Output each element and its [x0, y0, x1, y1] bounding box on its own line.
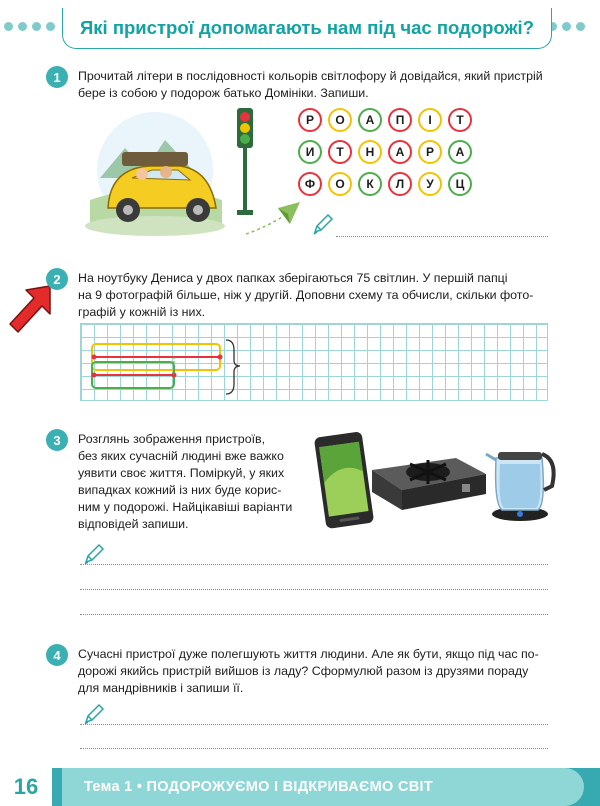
task-4-text: [78, 646, 548, 697]
letter-circle: І: [418, 108, 442, 132]
letter-circle: У: [418, 172, 442, 196]
letter-circle: Л: [388, 172, 412, 196]
task-2-line-3: графій у кожній із них.: [78, 305, 206, 319]
letter-circle: Т: [448, 108, 472, 132]
task-3-line-5: ним у подорожі. Найцікавіші варіанти: [78, 500, 293, 514]
decor-dots-right: [548, 18, 590, 32]
letter-row: [298, 140, 478, 164]
page-title-text: Які пристрої допомагають нам під час подорожі?: [79, 17, 535, 38]
task-number-2: 2: [46, 268, 68, 290]
answer-line[interactable]: [80, 748, 548, 749]
task-4-line-2: дорожі якийсь пристрій вийшов із ладу? Сформулюй разом із друзями пораду: [78, 664, 529, 678]
task-2-line-1: На ноутбуку Дениса у двох папках зберігаються 75 світлин. У першій папці: [78, 271, 508, 285]
letter-row: [298, 108, 478, 132]
footer-theme-tab: [62, 768, 584, 806]
task-1-text: [78, 68, 548, 102]
letter-circle: И: [298, 140, 322, 164]
page-number: 16: [0, 768, 56, 806]
letter-circle: Р: [298, 108, 322, 132]
letter-circle: Ф: [298, 172, 322, 196]
page-title: [62, 8, 552, 49]
pencil-icon: [82, 542, 106, 566]
task-3-text: [78, 431, 304, 533]
segment-scheme: [88, 336, 248, 396]
letter-row: [298, 172, 478, 196]
task-number-4: 4: [46, 644, 68, 666]
pencil-icon: [82, 702, 106, 726]
letter-circle: А: [448, 140, 472, 164]
letter-circle: А: [358, 108, 382, 132]
camping-stove-illustration: [366, 440, 490, 512]
letter-circle: Ц: [448, 172, 472, 196]
letter-circle: О: [328, 108, 352, 132]
traffic-light-letters: [298, 108, 478, 204]
task-1-line-1: Прочитай літери в послідовності кольорів світлофору й довідайся, який пристрій: [78, 69, 543, 83]
electric-kettle-illustration: [482, 424, 558, 522]
paper-plane-icon: [244, 198, 302, 236]
task-3-line-2: без яких сучасній людині вже важко: [78, 449, 284, 463]
answer-line[interactable]: [80, 614, 548, 615]
travel-car-illustration: [80, 108, 230, 238]
decor-dots-left: [4, 18, 60, 32]
letter-circle: А: [388, 140, 412, 164]
letter-circle: Н: [358, 140, 382, 164]
answer-line[interactable]: [336, 236, 548, 237]
page-footer: [0, 768, 600, 806]
pencil-icon: [311, 212, 335, 236]
task-3-line-3: уявити своє життя. Поміркуй, у яких: [78, 466, 285, 480]
red-arrow-icon: [6, 284, 56, 342]
letter-circle: Т: [328, 140, 352, 164]
task-3-line-6: відповідей запиши.: [78, 517, 189, 531]
task-number-3: 3: [46, 429, 68, 451]
letter-circle: О: [328, 172, 352, 196]
letter-circle: Р: [418, 140, 442, 164]
task-4-line-1: Сучасні пристрої дуже полегшують життя людини. Але як бути, якщо під час по-: [78, 647, 539, 661]
task-3-line-1: Розглянь зображення пристроїв,: [78, 432, 266, 446]
answer-line[interactable]: [80, 724, 548, 725]
letter-circle: К: [358, 172, 382, 196]
footer-theme-text: Тема 1 • ПОДОРОЖУЄМО І ВІДКРИВАЄМО СВІТ: [84, 779, 433, 795]
task-2-text: [78, 270, 548, 321]
letter-circle: П: [388, 108, 412, 132]
task-4-line-3: для мандрівників і запиши її.: [78, 681, 244, 695]
answer-line[interactable]: [80, 589, 548, 590]
task-2-line-2: на 9 фотографій більше, ніж у другій. Доповни схему та обчисли, скільки фото-: [78, 288, 534, 302]
task-number-1: 1: [46, 66, 68, 88]
task-1-line-2: бере із собою у подорож батько Домініки. Запиши.: [78, 86, 369, 100]
task-3-line-4: випадках кожний із них буде корис-: [78, 483, 282, 497]
answer-line[interactable]: [80, 564, 548, 565]
